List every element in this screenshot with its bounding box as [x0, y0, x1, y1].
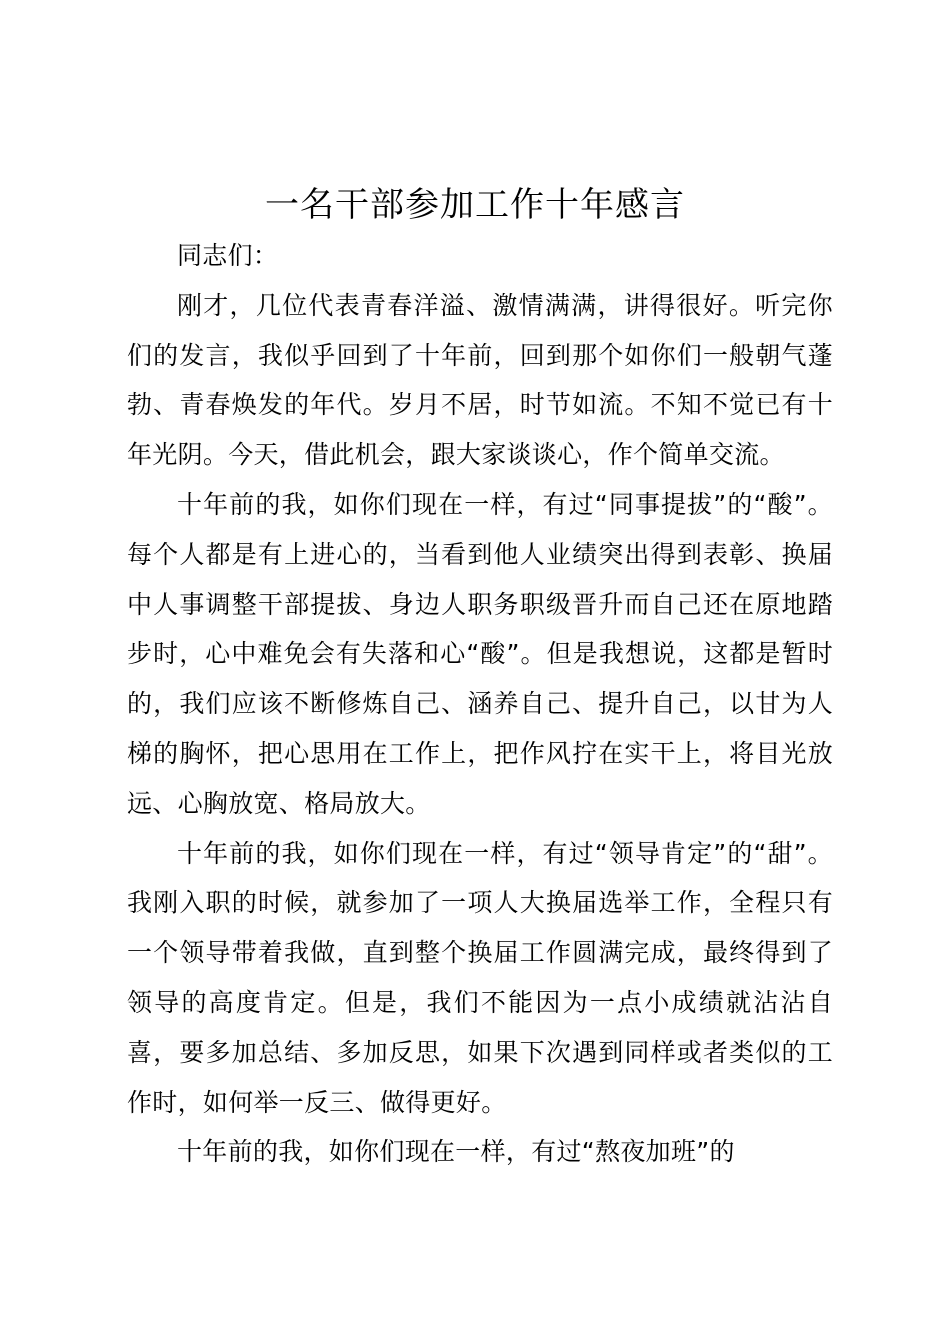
salutation: 同志们： — [177, 241, 279, 270]
document-body — [127, 231, 833, 1177]
paragraph-sour: 十年前的我，如你们现在一样，有过“同事提拔”的“酸”。每个人都是有上进心的，当看到他人业绩突出得到表彰、换届中人事调整干部提拔、身边人职务职级晋升而自己还在原地踏步时，心中难免会有失落和心“酸”。但是我想说，这都是暂时的，我们应该不断修炼自己、涵养自己、提升自己，以甘为人梯的胸怀，把心思用在工作上，把作风拧在实干上，将目光放远、心胸放宽、格局放大。 — [127, 489, 833, 818]
paragraph-intro: 刚才，几位代表青春洋溢、激情满满，讲得很好。听完你们的发言，我似乎回到了十年前，回到那个如你们一般朝气蓬勃、青春焕发的年代。岁月不居，时节如流。不知不觉已有十年光阴。今天，借此机会，跟大家谈谈心，作个简单交流。 — [127, 290, 833, 470]
document-title: 一名干部参加工作十年感言 — [265, 185, 685, 225]
paragraph-sweet: 十年前的我，如你们现在一样，有过“领导肯定”的“甜”。我刚入职的时候，就参加了一项人大换届选举工作，全程只有一个领导带着我做，直到整个换届工作圆满完成，最终得到了领导的高度肯定。但是，我们不能因为一点小成绩就沾沾自喜，要多加总结、多加反思，如果下次遇到同样或者类似的工作时，如何举一反三、做得更好。 — [127, 838, 833, 1117]
paragraph-overtime: 十年前的我，如你们现在一样，有过“熬夜加班”的 — [177, 1137, 735, 1167]
